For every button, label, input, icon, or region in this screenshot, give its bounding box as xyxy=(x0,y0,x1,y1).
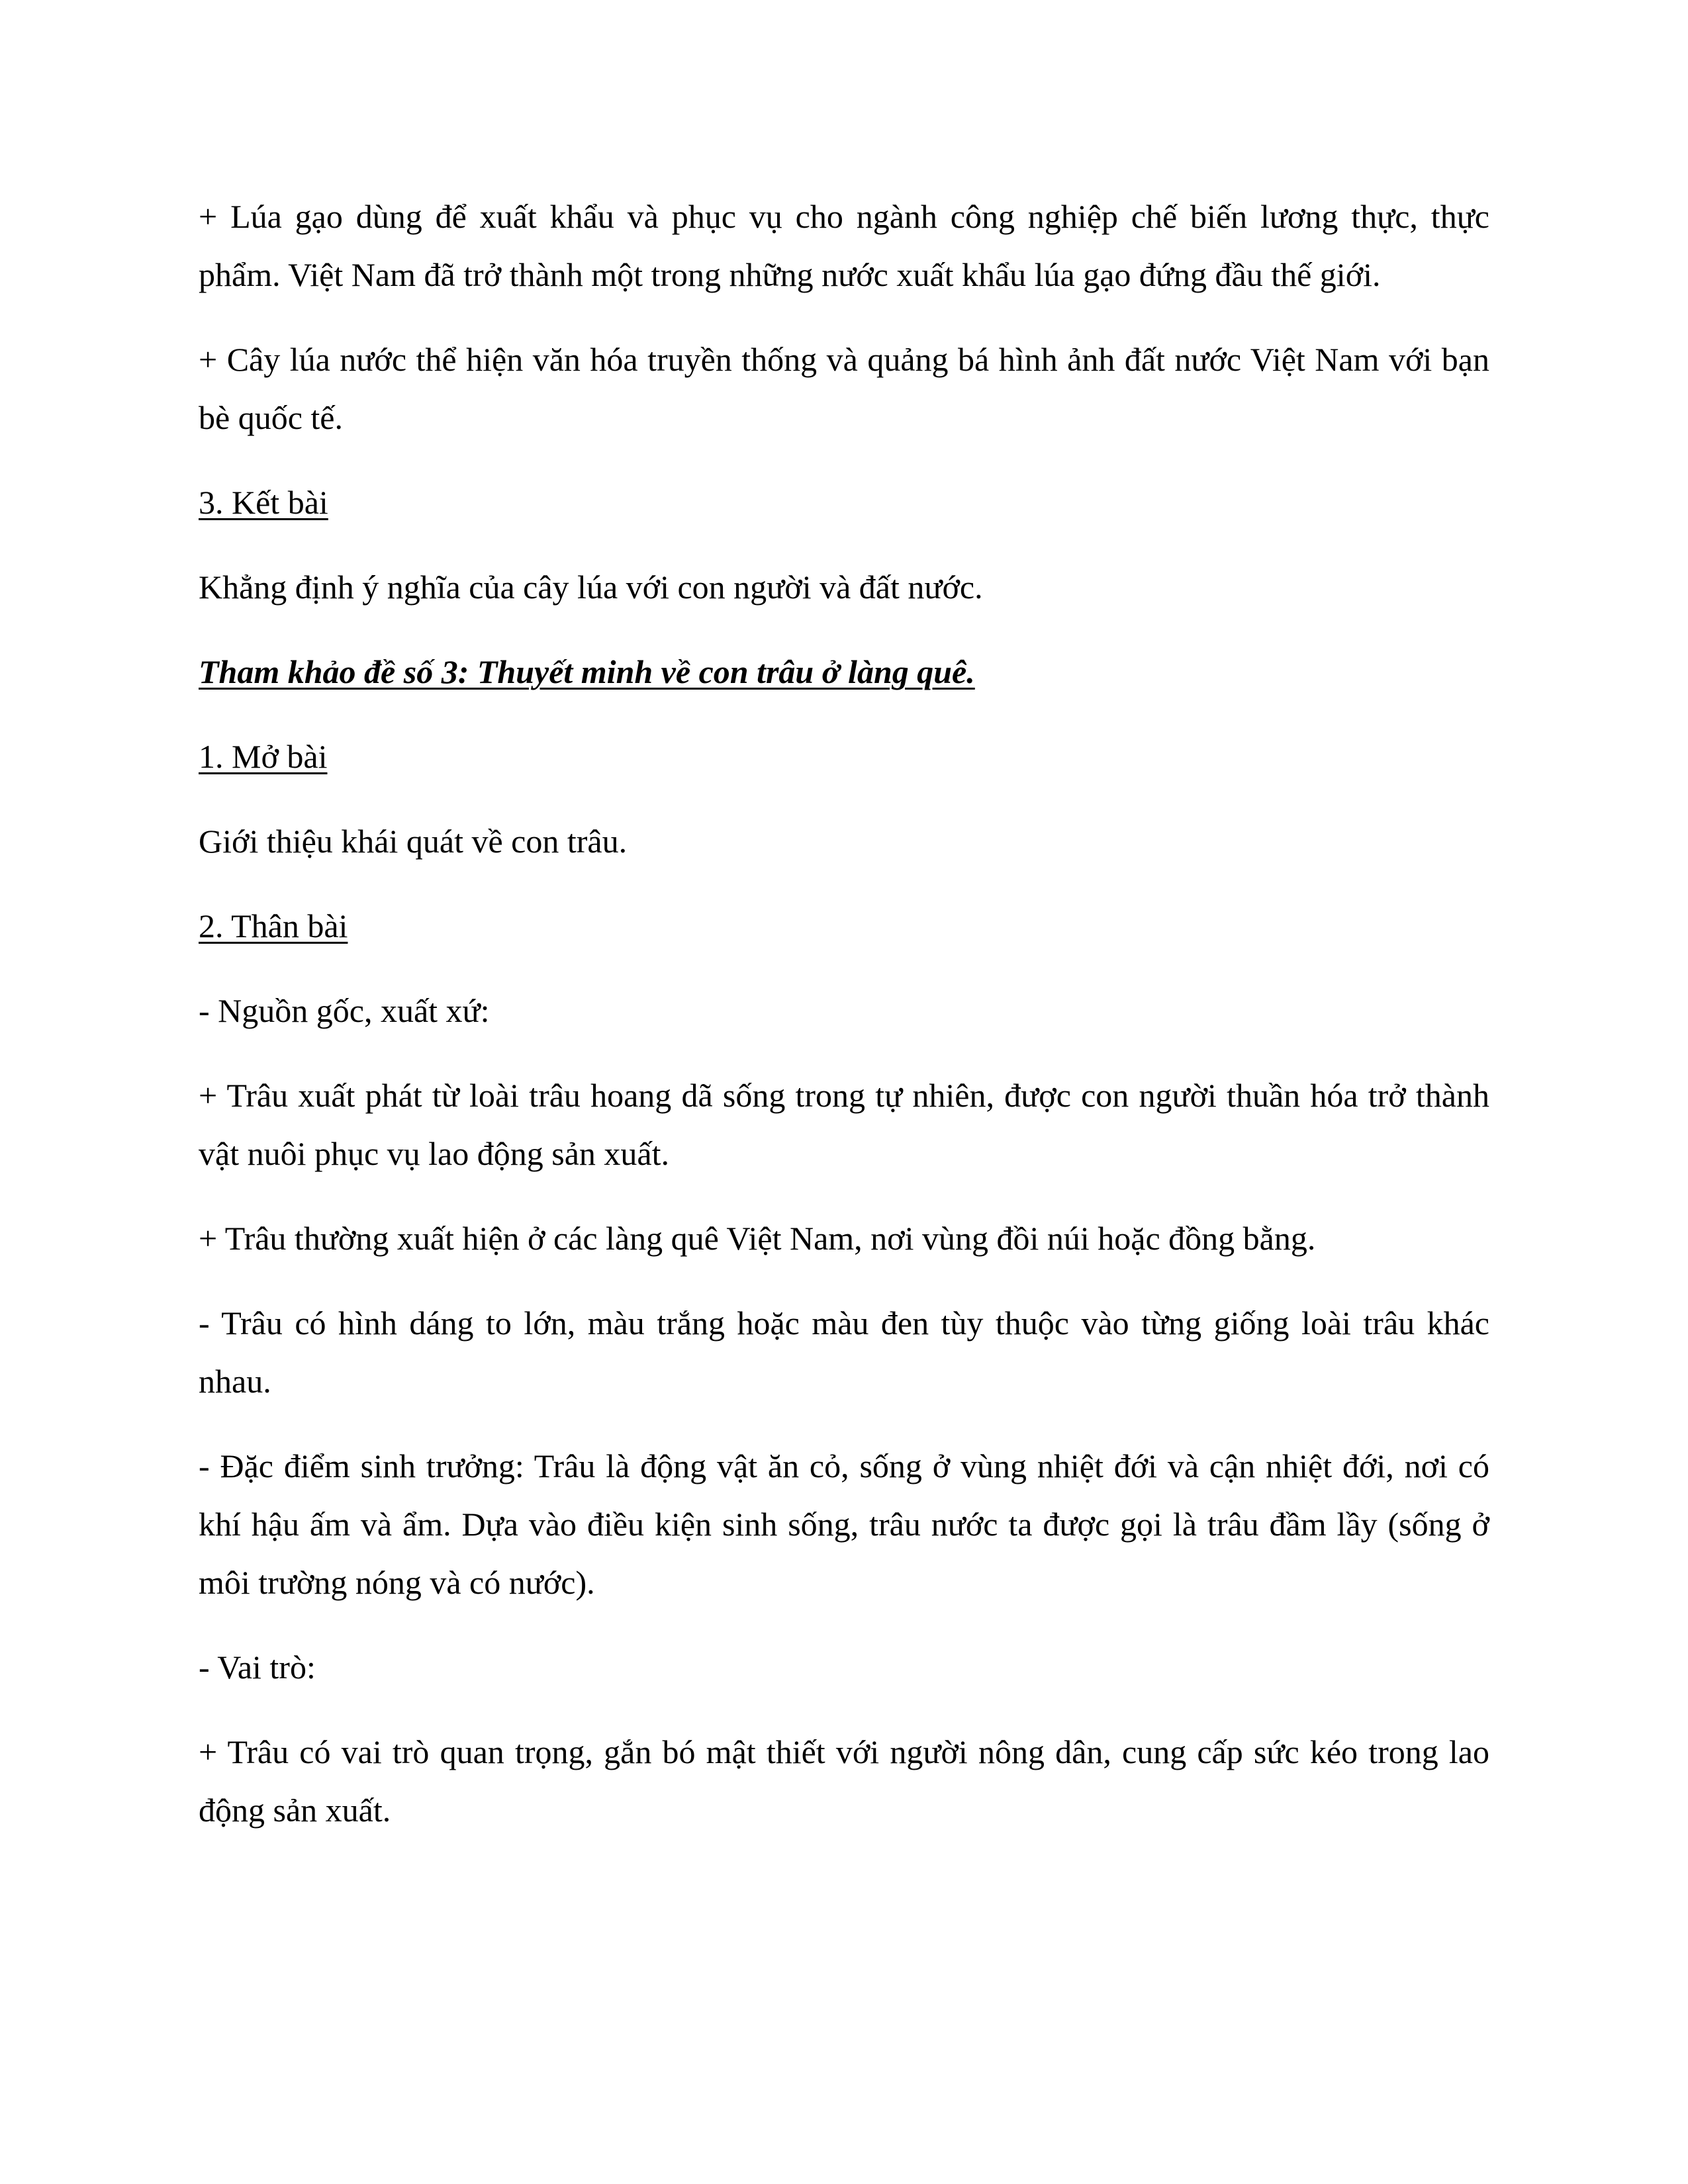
title-de-so-3: Tham khảo đề số 3: Thuyết minh về con trâu ở làng quê. xyxy=(199,653,975,690)
paragraph-conclusion: Khẳng định ý nghĩa của cây lúa với con người và đất nước. xyxy=(199,569,983,606)
paragraph-role-farming: + Trâu có vai trò quan trọng, gắn bó mật thiết với người nông dân, cung cấp sức kéo trong lao động sản xuất. xyxy=(199,1733,1489,1829)
paragraph-intro: Giới thiệu khái quát về con trâu. xyxy=(199,823,628,860)
paragraph-origin-location: + Trâu thường xuất hiện ở các làng quê Việt Nam, nơi vùng đồi núi hoặc đồng bằng. xyxy=(199,1220,1316,1257)
document-body xyxy=(199,187,1489,1866)
paragraph-appearance: - Trâu có hình dáng to lớn, màu trắng hoặc màu đen tùy thuộc vào từng giống loài trâu khác nhau. xyxy=(199,1304,1489,1400)
heading-than-bai: 2. Thân bài xyxy=(199,907,348,944)
paragraph-growth: - Đặc điểm sinh trưởng: Trâu là động vật ăn cỏ, sống ở vùng nhiệt đới và cận nhiệt đới, nơi có khí hậu ấm và ẩm. Dựa vào điều kiện sinh sống, trâu nước ta được gọi là trâu đầm lầy (sống ở môi trường nóng và có nước). xyxy=(199,1447,1489,1601)
paragraph-rice-culture: + Cây lúa nước thể hiện văn hóa truyền thống và quảng bá hình ảnh đất nước Việt Nam với bạn bè quốc tế. xyxy=(199,341,1489,436)
paragraph-role-label: - Vai trò: xyxy=(199,1649,316,1686)
paragraph-rice-export: + Lúa gạo dùng để xuất khẩu và phục vụ cho ngành công nghiệp chế biến lương thực, thực phẩm. Việt Nam đã trở thành một trong những nước xuất khẩu lúa gạo đứng đầu thế giới. xyxy=(199,198,1489,293)
paragraph-origin-wild: + Trâu xuất phát từ loài trâu hoang dã sống trong tự nhiên, được con người thuần hóa trở thành vật nuôi phục vụ lao động sản xuất. xyxy=(199,1077,1489,1172)
paragraph-origin-label: - Nguồn gốc, xuất xứ: xyxy=(199,992,490,1029)
heading-mo-bai: 1. Mở bài xyxy=(199,738,328,775)
heading-ket-bai: 3. Kết bài xyxy=(199,484,328,521)
